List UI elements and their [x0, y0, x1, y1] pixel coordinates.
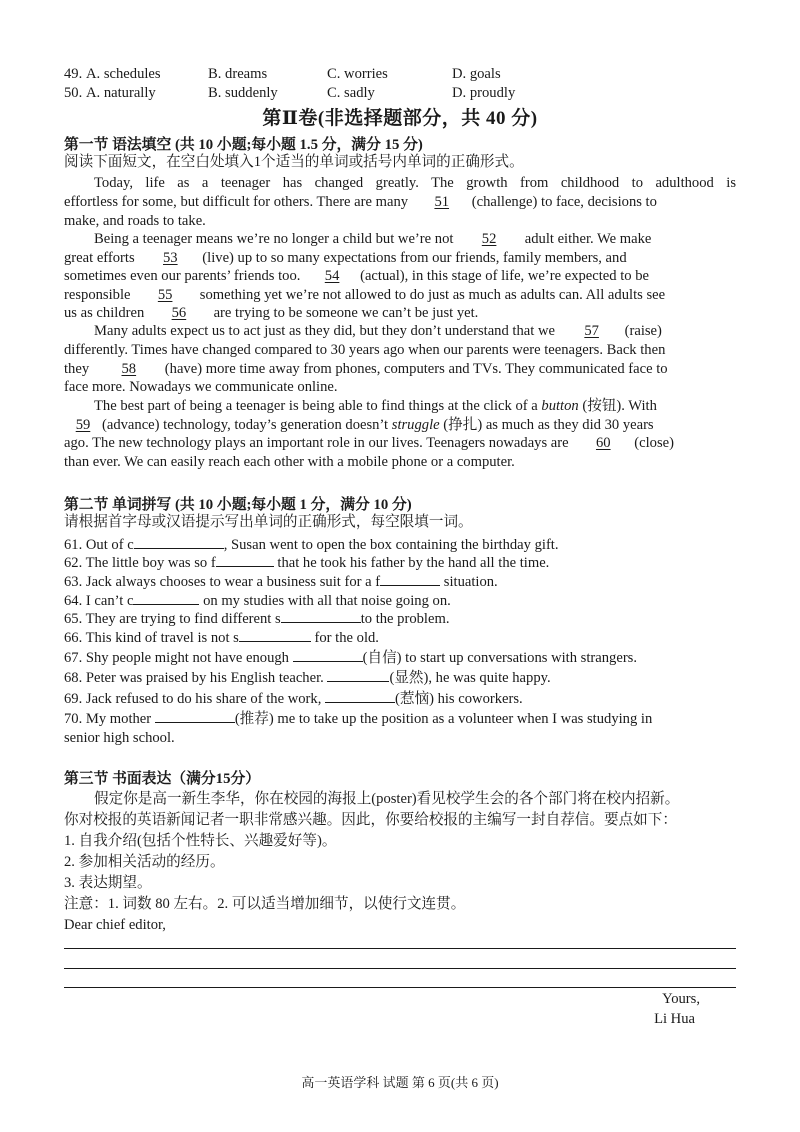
blank-55[interactable]: 55	[157, 287, 173, 303]
passage-line: The best part of being a teenager is being able to find things at the click of a button (按钮). With	[94, 398, 657, 414]
writing-line[interactable]	[64, 987, 736, 988]
answer-blank-70[interactable]	[155, 708, 235, 723]
blank-53[interactable]: 53	[163, 250, 178, 266]
section-1-heading: 第一节 语法填空 (共 10 小题;每小题 1.5 分，满分 15 分)	[64, 137, 423, 153]
option-d: D. goals	[452, 66, 501, 82]
question-63: 63. Jack always chooses to wear a business suit for a f situation.	[64, 571, 736, 592]
question-70: 70. My mother (推荐) me to take up the position as a volunteer when I was studying in	[64, 708, 736, 729]
answer-blank-62[interactable]	[216, 552, 274, 567]
question-66: 66. This kind of travel is not s for the old.	[64, 627, 736, 648]
blank-57[interactable]: 57	[584, 323, 599, 339]
passage-line: ago. The new technology plays an important role in our lives. Teenagers nowadays are 60 (close)	[64, 435, 674, 451]
option-a: A. naturally	[86, 85, 156, 101]
writing-point: 2. 参加相关活动的经历。	[64, 854, 225, 870]
question-62: 62. The little boy was so f that he took his father by the hand all the time.	[64, 552, 736, 573]
answer-blank-67[interactable]	[293, 647, 363, 662]
passage-line: responsible 55 something yet we’re not allowed to do just as much as adults can. All adults see	[64, 287, 666, 303]
answer-blank-66[interactable]	[239, 627, 311, 642]
section-2-heading: 第二节 单词拼写 (共 10 小题;每小题 1 分，满分 10 分)	[64, 497, 412, 513]
blank-56[interactable]: 56	[171, 305, 187, 321]
passage-line: Today, life as a teenager has changed greatly. The growth from childhood to adulthood is	[94, 175, 736, 191]
writing-prompt: 假定你是高一新生李华，你在校园的海报上(poster)看见校学生会的各个部门将在校内招新。	[94, 791, 680, 807]
passage-line: they 58 (have) more time away from phones, computers and TVs. They communicated face to	[64, 361, 668, 377]
passage-line: make, and roads to take.	[64, 213, 206, 229]
option-a: 50.	[64, 85, 83, 101]
writing-point: 3. 表达期望。	[64, 875, 152, 891]
blank-51[interactable]: 51	[434, 194, 450, 210]
letter-signature: Li Hua	[654, 1011, 695, 1027]
writing-line[interactable]	[64, 968, 736, 969]
question-70-cont: senior high school.	[64, 730, 175, 746]
passage-line: differently. Times have changed compared to 30 years ago when our parents were teenagers. Back then	[64, 342, 666, 358]
passage-line: Being a teenager means we’re no longer a child but we’re not 52 adult either. We make	[94, 231, 652, 247]
question-64: 64. I can’t c on my studies with all that noise going on.	[64, 590, 736, 611]
question-69: 69. Jack refused to do his share of the work, (惹恼) his coworkers.	[64, 688, 736, 709]
blank-58[interactable]: 58	[121, 361, 137, 377]
answer-blank-61[interactable]	[134, 534, 224, 549]
passage-line: great efforts 53 (live) up to so many expectations from our friends, family members, and	[64, 250, 627, 266]
passage-line: us as children 56 are trying to be someone we can’t be just yet.	[64, 305, 479, 321]
passage-line: face more. Nowadays we communicate online.	[64, 379, 338, 395]
question-67: 67. Shy people might not have enough (自信) to start up conversations with strangers.	[64, 647, 736, 668]
writing-line[interactable]	[64, 948, 736, 949]
option-b: B. dreams	[208, 66, 268, 82]
section-1-instruction: 阅读下面短文，在空白处填入1个适当的单词或括号内单词的正确形式。	[64, 154, 524, 170]
passage-line: 59 (advance) technology, today’s generation doesn’t struggle (挣扎) as much as they did 30 years	[64, 416, 736, 435]
blank-52[interactable]: 52	[481, 231, 497, 247]
option-c: C. sadly	[327, 85, 375, 101]
answer-blank-65[interactable]	[281, 608, 361, 623]
question-68: 68. Peter was praised by his English teacher. (显然), he was quite happy.	[64, 667, 736, 688]
blank-54[interactable]: 54	[324, 268, 340, 284]
section-2-instruction: 请根据首字母或汉语提示写出单词的正确形式，每空限填一词。	[64, 514, 473, 530]
writing-note: 注意：1. 词数 80 左右。2. 可以适当增加细节，以使行文连贯。	[64, 896, 466, 912]
answer-blank-63[interactable]	[380, 571, 440, 586]
page-footer: 高一英语学科 试题 第 6 页(共 6 页)	[301, 1075, 499, 1090]
option-b: B. suddenly	[208, 85, 278, 101]
letter-closing: Yours,	[662, 991, 700, 1007]
writing-prompt: 你对校报的英语新闻记者一职非常感兴趣。因此，你要给校报的主编写一封自荐信。要点如下：	[64, 812, 677, 828]
answer-blank-68[interactable]	[327, 667, 389, 682]
option-c: C. worries	[327, 66, 388, 82]
blank-59[interactable]: 59	[75, 417, 91, 433]
question-65: 65. They are trying to find different s to the problem.	[64, 608, 736, 629]
option-d: D. proudly	[452, 85, 516, 101]
option-a: 49.	[64, 66, 83, 82]
passage-line: than ever. We can easily reach each other with a mobile phone or a computer.	[64, 454, 515, 470]
answer-blank-69[interactable]	[325, 688, 395, 703]
writing-point: 1. 自我介绍(包括个性特长、兴趣爱好等)。	[64, 833, 337, 849]
section-3-heading: 第三节 书面表达（满分15分）	[64, 771, 261, 787]
blank-60[interactable]: 60	[595, 435, 611, 451]
letter-greeting: Dear chief editor,	[64, 917, 166, 933]
answer-blank-64[interactable]	[133, 590, 199, 605]
part-2-title: 第Ⅱ卷(非选择题部分，共 40 分)	[262, 108, 538, 129]
passage-line: effortless for some, but difficult for others. There are many 51 (challenge) to face, decisions to	[64, 194, 657, 210]
passage-line: Many adults expect us to act just as they did, but they don’t understand that we 57 (raise)	[94, 323, 662, 339]
option-a: A. schedules	[86, 66, 161, 82]
passage-line: sometimes even our parents’ friends too. 54 (actual), in this stage of life, we’re expected to be	[64, 268, 649, 284]
question-61: 61. Out of c , Susan went to open the box containing the birthday gift.	[64, 534, 736, 555]
